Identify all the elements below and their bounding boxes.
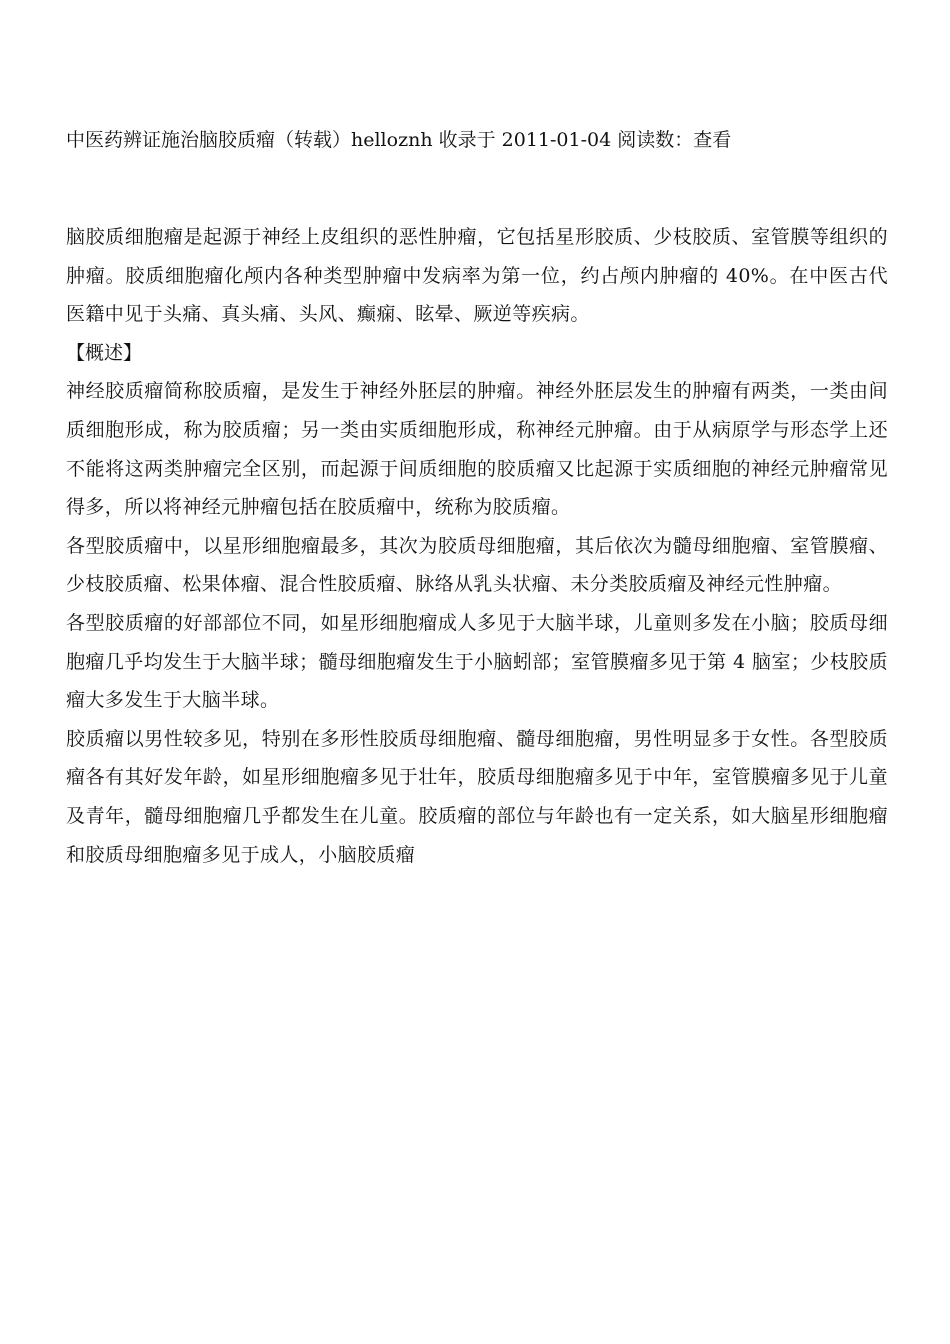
body-paragraph: 各型胶质瘤中，以星形细胞瘤最多，其次为胶质母细胞瘤，其后依次为髓母细胞瘤、室管膜瘤、少枝胶质瘤、松果体瘤、混合性胶质瘤、脉络从乳头状瘤、未分类胶质瘤及神经元性肿瘤。 [66, 534, 888, 596]
article-title-line: 中医药辨证施治脑胶质瘤（转载）helloznh 收录于 2011-01-04 阅读数：查看 [66, 129, 732, 151]
intro-paragraph: 脑胶质细胞瘤是起源于神经上皮组织的恶性肿瘤，它包括星形胶质、少枝胶质、室管膜等组织的肿瘤。胶质细胞瘤化颅内各种类型肿瘤中发病率为第一位，约占颅内肿瘤的 40%。在中医古代医籍中见于头痛、真头痛、头风、癫痫、眩晕、厥逆等疾病。 [66, 226, 888, 326]
body-paragraph: 神经胶质瘤简称胶质瘤，是发生于神经外胚层的肿瘤。神经外胚层发生的肿瘤有两类，一类由间质细胞形成，称为胶质瘤；另一类由实质细胞形成，称神经元肿瘤。由于从病原学与形态学上还不能将这两类肿瘤完全区别，而起源于间质细胞的胶质瘤又比起源于实质细胞的神经元肿瘤常见得多，所以将神经元肿瘤包括在胶质瘤中，统称为胶质瘤。 [66, 380, 888, 519]
article-body [66, 218, 888, 874]
body-paragraph: 各型胶质瘤的好部部位不同，如星形细胞瘤成人多见于大脑半球，儿童则多发在小脑；胶质母细胞瘤几乎均发生于大脑半球；髓母细胞瘤发生于小脑蚓部；室管膜瘤多见于第 4 脑室；少枝胶质瘤大多发生于大脑半球。 [66, 611, 888, 712]
section-heading: 【概述】 [66, 341, 143, 364]
body-paragraph: 胶质瘤以男性较多见，特别在多形性胶质母细胞瘤、髓母细胞瘤，男性明显多于女性。各型胶质瘤各有其好发年龄，如星形细胞瘤多见于壮年，胶质母细胞瘤多见于中年，室管膜瘤多见于儿童及青年，髓母细胞瘤几乎都发生在儿童。胶质瘤的部位与年龄也有一定关系，如大脑星形细胞瘤和胶质母细胞瘤多见于成人，小脑胶质瘤 [66, 727, 888, 866]
